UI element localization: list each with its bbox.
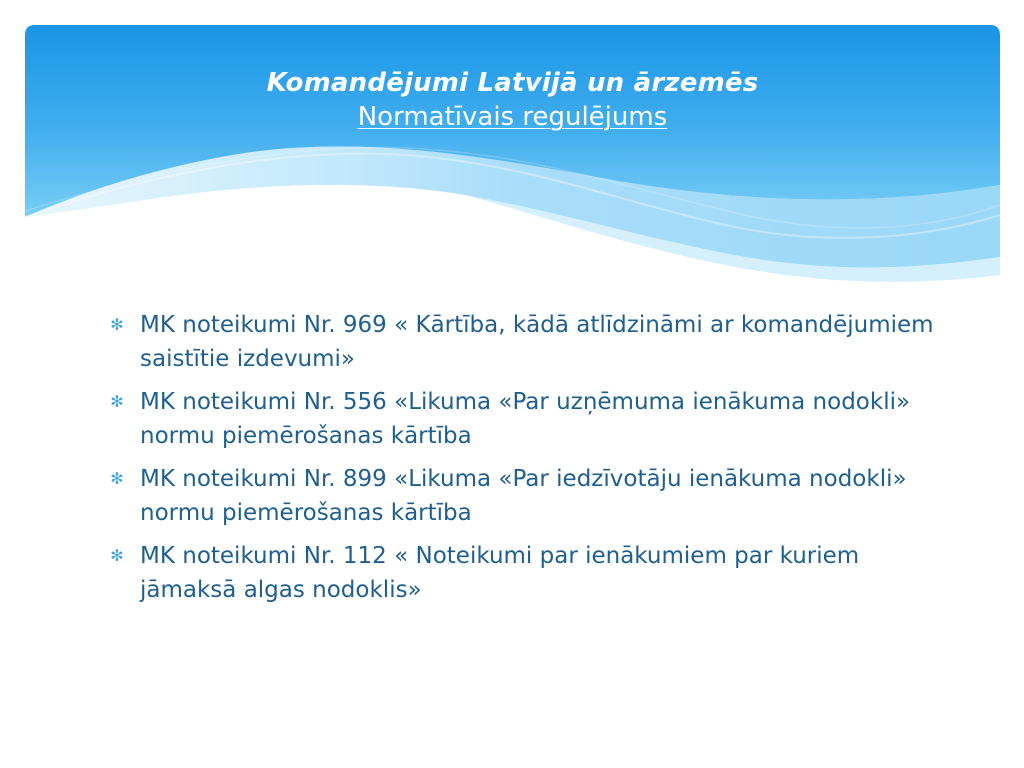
title-block: [25, 66, 1000, 134]
list-item-text: MK noteikumi Nr. 556 «Likuma «Par uzņēmuma ienākuma nodokli» normu piemērošanas kārtība: [140, 389, 911, 449]
list-item: [108, 539, 948, 607]
slide-title: Komandējumi Latvijā un ārzemēs: [266, 68, 759, 98]
list-item: [108, 308, 948, 376]
asterisk-icon: ✻: [110, 469, 124, 488]
slide-subtitle: Normatīvais regulējums: [357, 102, 668, 132]
asterisk-icon: ✻: [110, 315, 124, 334]
header-wave-background: [25, 25, 1000, 285]
bullet-list: [108, 308, 948, 607]
list-item-text: MK noteikumi Nr. 899 «Likuma «Par iedzīvotāju ienākuma nodokli» normu piemērošanas kārtība: [140, 466, 907, 526]
list-item-text: MK noteikumi Nr. 112 « Noteikumi par ienākumiem par kuriem jāmaksā algas nodoklis»: [140, 543, 860, 603]
content-area: [108, 308, 948, 616]
list-item: [108, 462, 948, 530]
list-item-text: MK noteikumi Nr. 969 « Kārtība, kādā atlīdzināmi ar komandējumiem saistītie izdevumi»: [140, 312, 934, 372]
asterisk-icon: ✻: [110, 546, 124, 565]
list-item: [108, 385, 948, 453]
asterisk-icon: ✻: [110, 392, 124, 411]
header-band: [25, 25, 1000, 285]
